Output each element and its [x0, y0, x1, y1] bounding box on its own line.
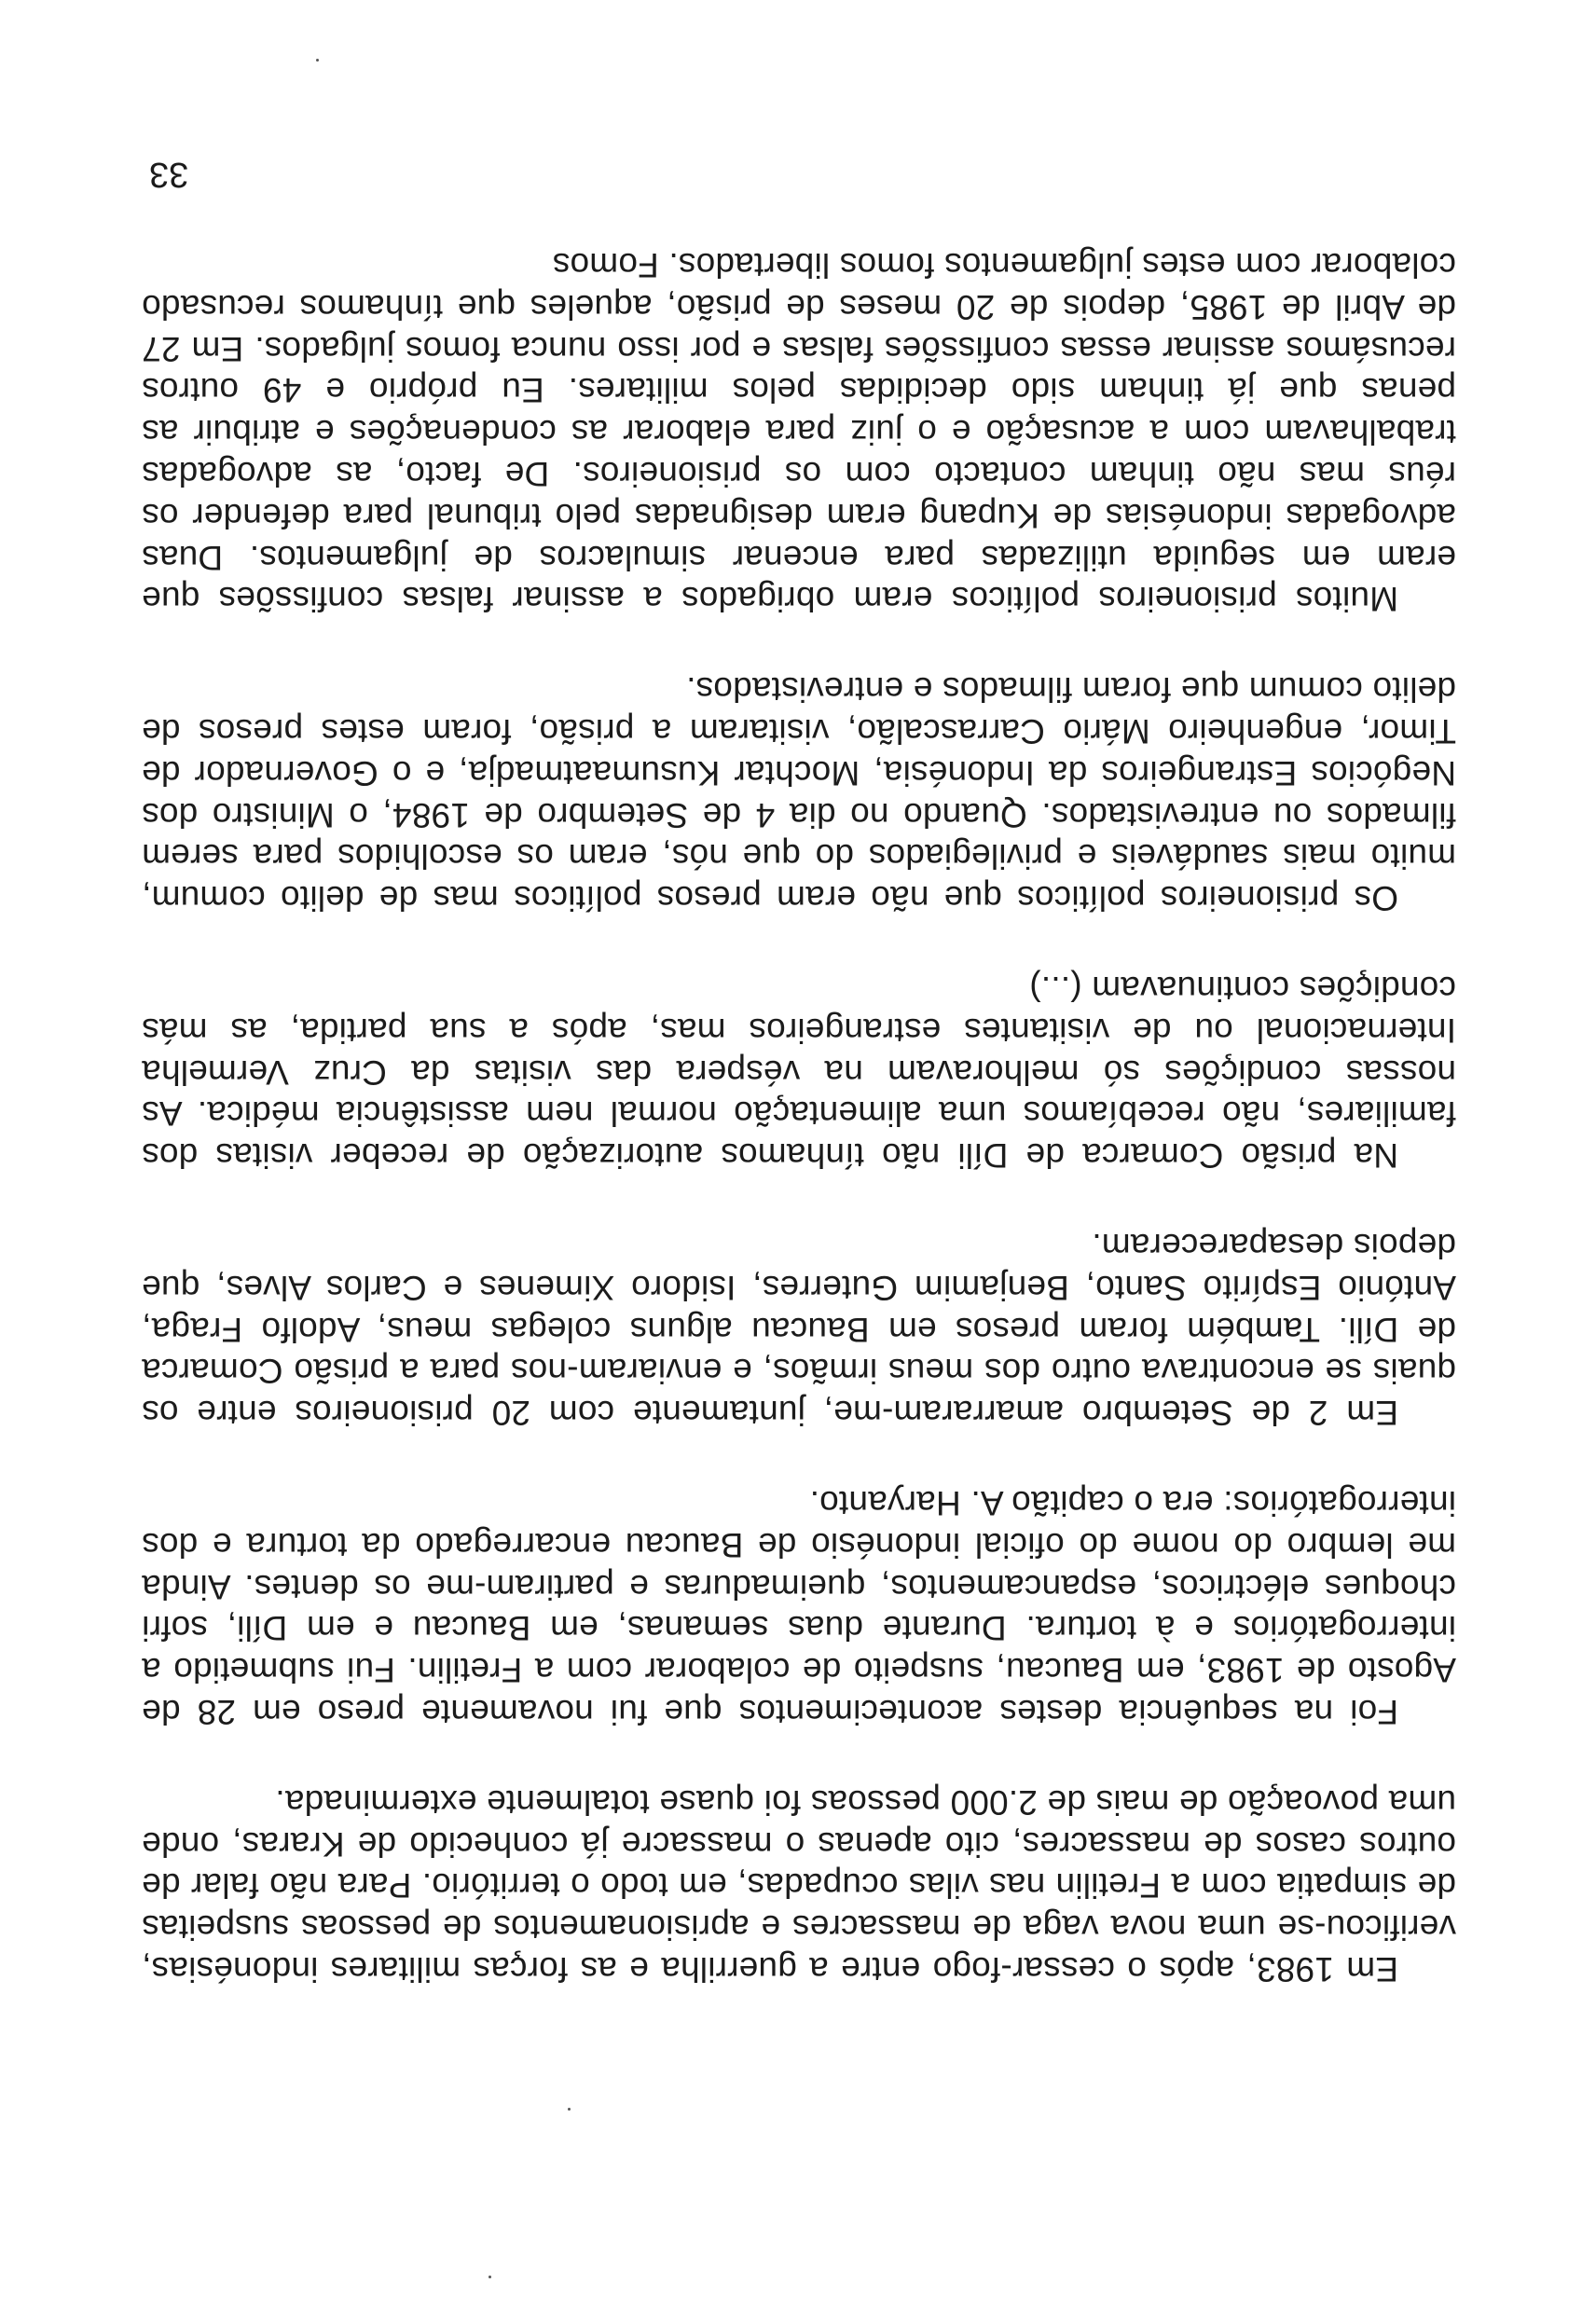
- page-number: 33: [149, 155, 189, 194]
- paragraph-4: Na prisão Comarca de Díli não tínhamos autorização de receber visitas dos familiares, não recebíamos uma alimentação normal nem assistência médica. As nossas condições só melhoravam na véspera das visitas da Cruz Vermelha Internacional ou de visitantes estrangeiros mas, após a sua partida, as más condições continuavam (...): [142, 970, 1456, 1176]
- body-text: [142, 195, 1456, 1989]
- paragraph-3: Em 2 de Setembro amarraram-me, juntamente com 20 prisioneiros entre os quais se encontrava outro dos meus irmãos, e enviaram-nos para a prisão Comarca de Díli. Também foram presos em Baucau alguns colegas meus, Adolfo Fraga, António Espírito Santo, Benjamim Guterres, Isidoro Ximenes e Carlos Alves, que depois desapareceram.: [142, 1227, 1456, 1433]
- paragraph-5: Os prisioneiros políticos que não eram presos políticos mas de delito comum, muito mais saudáveis e privilegiados do que nós, eram os escolhidos para serem filmados ou entrevistados. Quando no dia 4 de Setembro de 1984, o Ministro dos Negócios Estrangeiros da Indonésia, Mochtar Kusumaatmadja, e o Governador de Timor, engenheiro Mário Carrascalão, visitaram a prisão, foram estes presos de delito comum que foram filmados e entrevistados.: [142, 670, 1456, 918]
- paragraph-2: Foi na sequência destes acontecimentos que fui novamente preso em 28 de Agosto de 1983, em Baucau, suspeito de colaborar com a Fretilin. Fui submetido a interrogatórios e à tortura. Durante duas semanas, em Baucau e em Díli, sofri choques eléctricos, espancamentos, queimaduras e partiram-me os dentes. Ainda me lembro do nome do oficial indonésio de Baucau encarregado da tortura e dos interrogatórios: era o capitão A. Haryanto.: [142, 1484, 1456, 1732]
- scan-speck: [488, 2276, 491, 2278]
- paragraph-1: Em 1983, após o cessar-fogo entre a guerrilha e as forças militares indonésias, verificou-se uma nova vaga de massacres e aprisionamentos de pessoas suspeitas de simpatia com a Fretilin nas vilas ocupadas, em todo o território. Para não falar de outros casos de massacres, cito apenas o massacre já conhecido de Kraras, onde uma povoação de mais de 2.000 pessoas foi quase totalmente exterminada.: [142, 1782, 1456, 1988]
- scan-speck: [568, 2108, 571, 2111]
- scan-speck: [316, 59, 319, 62]
- paragraph-6: Muitos prisioneiros políticos eram obrigados a assinar falsas confissões que eram em seguida utilizadas para encenar simulacros de julgamentos. Duas advogadas indonésias de Kupang eram designadas pelo tribunal para defender os réus mas não tinham contacto com os prisioneiros. De facto, as advogadas trabalhavam com a acusação e o juiz para elaborar as condenações e atribuir as penas que já tinham sido decididas pelos militares. Eu próprio e 49 outros recusámos assinar essas confissões falsas e por isso nunca fomos julgados. Em 27 de Abril de 1985, depois de 20 meses de prisão, aqueles que tínhamos recusado colaborar com estes julgamentos fomos libertados. Fomos: [142, 246, 1456, 619]
